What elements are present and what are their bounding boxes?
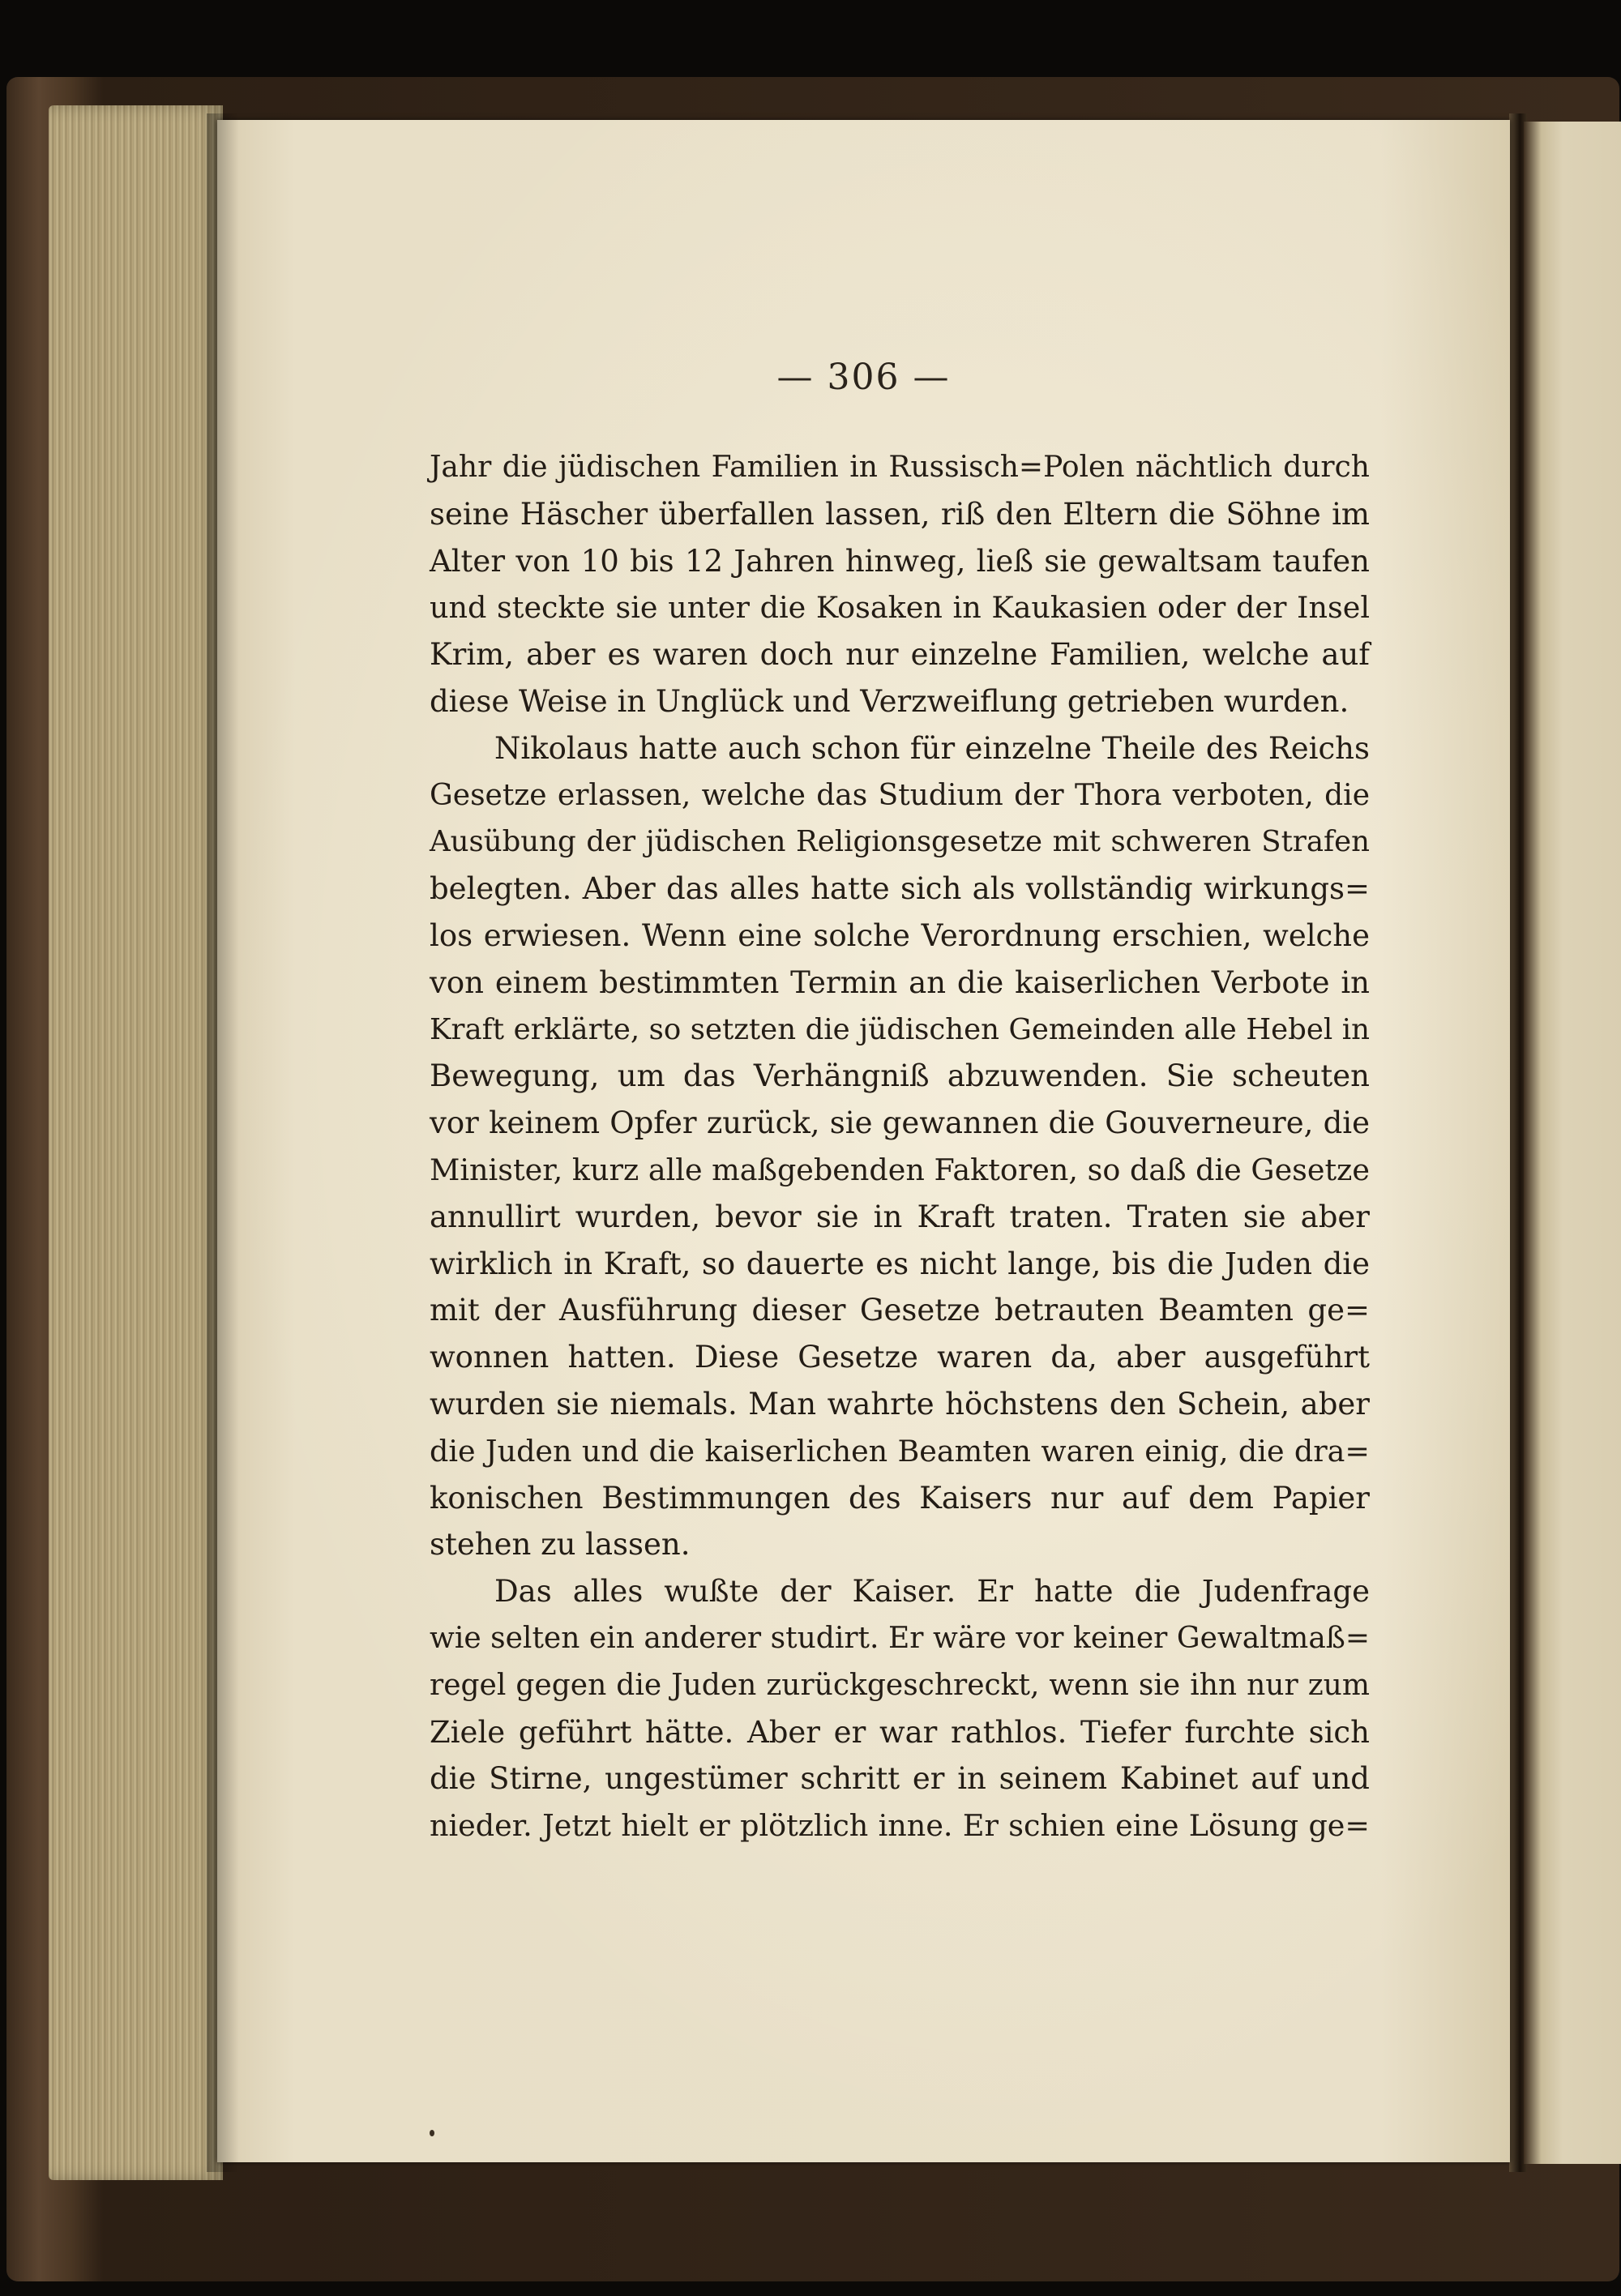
page-edges <box>49 105 223 2180</box>
text-line: Bewegung, um das Verhängniß abzuwenden. Sie scheuten <box>430 1058 1370 1094</box>
paper-speck <box>430 2130 434 2136</box>
text-line: Kraft erklärte, so setzten die jüdischen Gemeinden alle Hebel in <box>430 1012 1370 1046</box>
text-line: nieder. Jetzt hielt er plötzlich inne. Er schien eine Lösung ge= <box>430 1808 1370 1844</box>
text-line: vor keinem Opfer zurück, sie gewannen die Gouverneure, die <box>430 1105 1370 1141</box>
text-line: Das alles wußte der Kaiser. Er hatte die Judenfrage <box>494 1574 1370 1610</box>
text-line: Ausübung der jüdischen Religionsgesetze mit schweren Strafen <box>430 825 1370 859</box>
facing-page-edge <box>1524 122 1621 2164</box>
text-line: regel gegen die Juden zurückgeschreckt, wenn sie ihn nur zum <box>430 1668 1370 1702</box>
text-line: Nikolaus hatte auch schon für einzelne Theile des Reichs <box>494 730 1370 766</box>
text-line: belegten. Aber das alles hatte sich als vollständig wirkungs= <box>430 871 1370 907</box>
text-line: und steckte sie unter die Kosaken in Kaukasien oder der Insel <box>430 590 1370 626</box>
text-line: Ziele geführt hätte. Aber er war rathlos. Tiefer furchte sich <box>430 1714 1370 1750</box>
text-line: Minister, kurz alle maßgebenden Faktoren, so daß die Gesetze <box>430 1152 1370 1187</box>
text-line: los erwiesen. Wenn eine solche Verordnung erschien, welche <box>430 917 1370 953</box>
text-line: von einem bestimmten Termin an die kaiserlichen Verbote in <box>430 964 1370 1000</box>
text-line: seine Häscher überfallen lassen, riß den Eltern die Söhne im <box>430 496 1370 532</box>
text-line: wirklich in Kraft, so dauerte es nicht lange, bis die Juden die <box>430 1246 1370 1281</box>
text-line: konischen Bestimmungen des Kaisers nur auf dem Papier <box>430 1480 1370 1516</box>
text-line: annullirt wurden, bevor sie in Kraft traten. Traten sie aber <box>430 1199 1370 1234</box>
text-line: Krim, aber es waren doch nur einzelne Familien, welche auf <box>430 637 1370 673</box>
text-line: die Juden und die kaiserlichen Beamten waren einig, die dra= <box>430 1433 1370 1469</box>
text-line: diese Weise in Unglück und Verzweiflung getrieben wurden. <box>430 683 1349 719</box>
page-edge-shadow <box>207 113 239 2172</box>
text-line: stehen zu lassen. <box>430 1527 691 1563</box>
text-line: wonnen hatten. Diese Gesetze waren da, aber ausgeführt <box>430 1340 1370 1375</box>
page-number: — 306 — <box>776 357 951 398</box>
text-line: die Stirne, ungestümer schritt er in seinem Kabinet auf und <box>430 1761 1370 1797</box>
text-line: Gesetze erlassen, welche das Studium der Thora verboten, die <box>430 778 1370 812</box>
text-line: wurden sie niemals. Man wahrte höchstens den Schein, aber <box>430 1386 1370 1422</box>
text-line: Jahr die jüdischen Familien in Russisch=Polen nächtlich durch <box>430 451 1370 484</box>
text-line: wie selten ein anderer studirt. Er wäre vor keiner Gewaltmaß= <box>430 1621 1370 1655</box>
text-line: mit der Ausführung dieser Gesetze betrauten Beamten ge= <box>430 1293 1370 1328</box>
text-line: Alter von 10 bis 12 Jahren hinweg, ließ sie gewaltsam taufen <box>430 543 1370 579</box>
body-text <box>430 444 1370 1849</box>
